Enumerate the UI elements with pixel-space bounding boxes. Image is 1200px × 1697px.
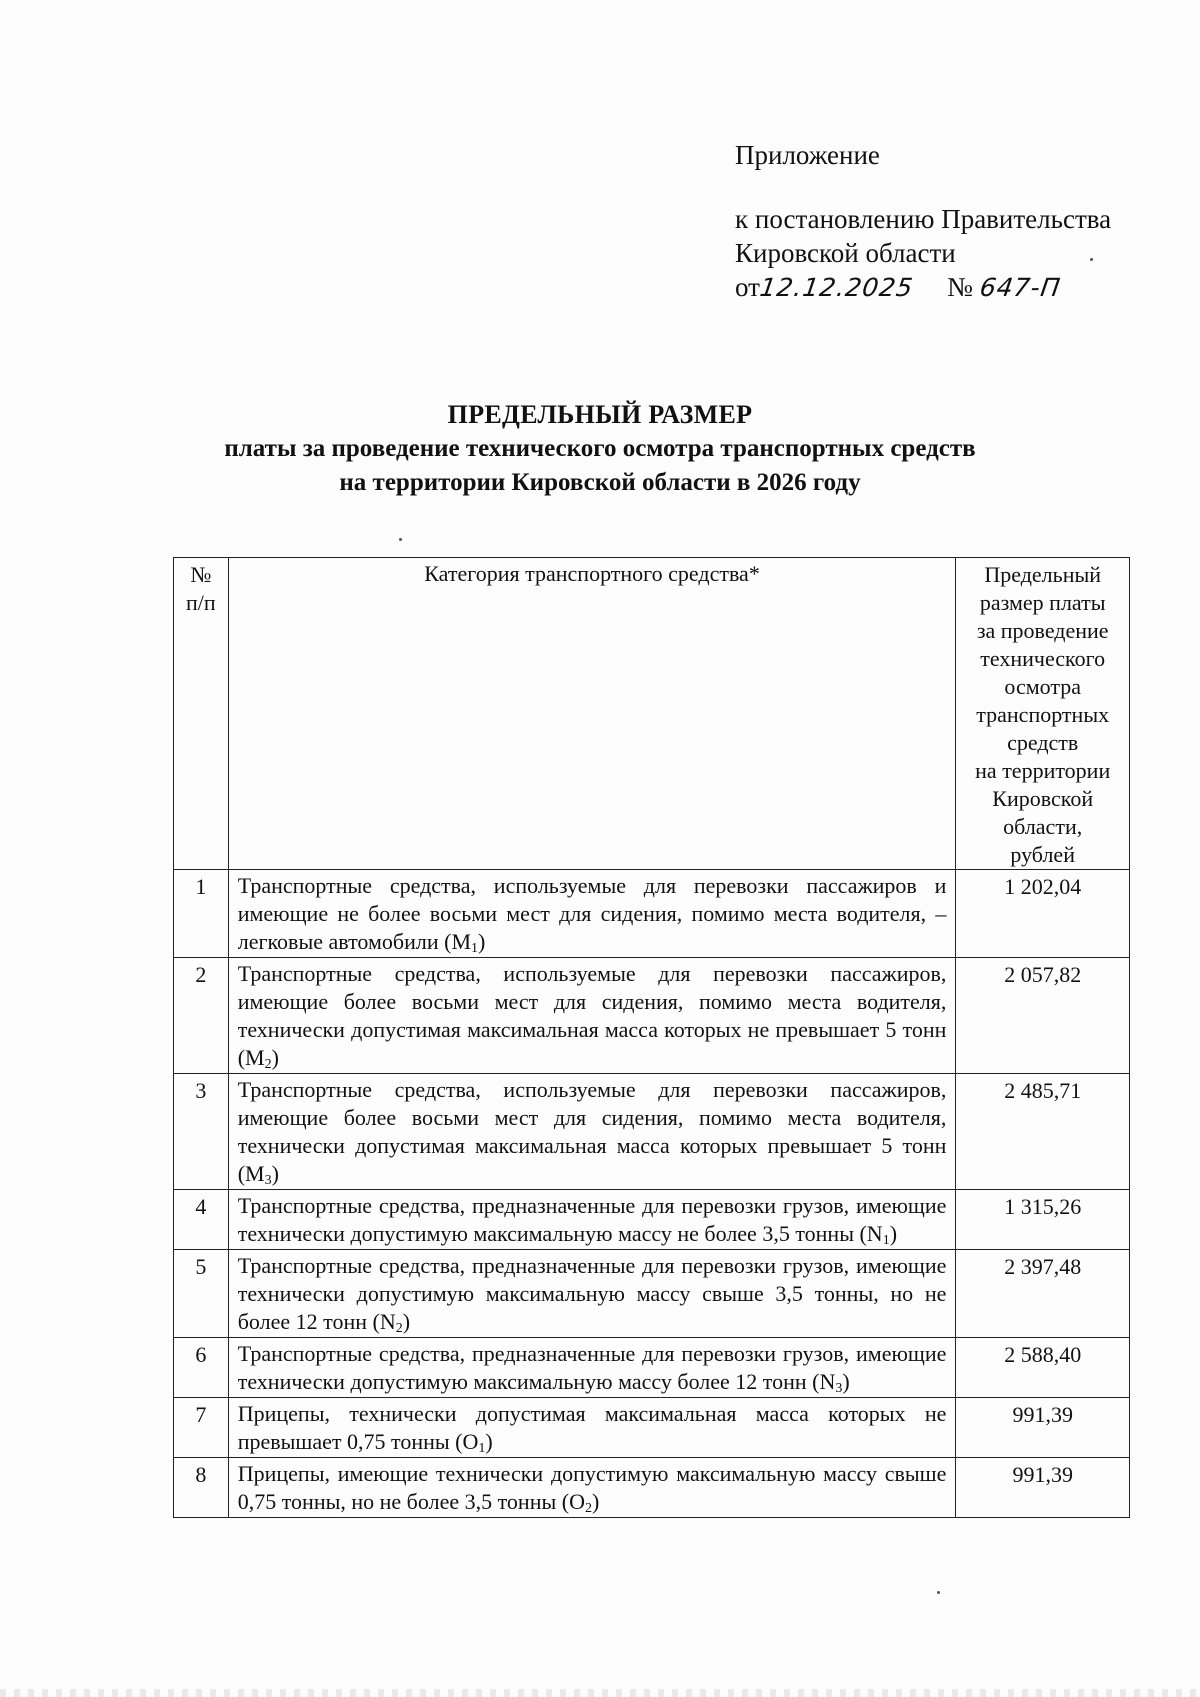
table-row	[174, 1458, 1130, 1518]
row-category	[228, 870, 956, 958]
category-tail: )	[271, 1045, 279, 1070]
category-text: Прицепы, технически допустимая максимальная масса которых не превышает 0,75 тонны (O	[237, 1401, 947, 1454]
category-tail: )	[842, 1369, 850, 1394]
row-number: 6	[174, 1338, 229, 1398]
header-fee-line: технического	[980, 646, 1106, 671]
header-category: Категория транспортного средства*	[228, 558, 956, 870]
category-tail: )	[485, 1429, 493, 1454]
category-tail: )	[889, 1221, 898, 1246]
category-text: Транспортные средства, предназначенные для перевозки грузов, имеющие технически допустимую максимальную массу свыше 3,5 тонны, но не более 12 тонн (N	[237, 1253, 947, 1334]
header-number	[174, 558, 229, 870]
row-fee: 1 315,26	[956, 1190, 1130, 1250]
row-number: 5	[174, 1250, 229, 1338]
header-fee-line: рублей	[1010, 842, 1075, 867]
appendix-line-2: Кировской области	[735, 238, 956, 268]
row-fee: 2 057,82	[956, 958, 1130, 1074]
header-fee-line: Предельный	[984, 562, 1102, 587]
appendix-date-line	[735, 270, 1111, 305]
row-fee: 2 485,71	[956, 1074, 1130, 1190]
scan-edge-artifact	[0, 1689, 1200, 1697]
category-subscript: 1	[882, 1233, 890, 1248]
category-text: Транспортные средства, предназначенные для перевозки грузов, имеющие технически допустимую максимальную массу не более 3,5 тонны (N	[237, 1193, 947, 1246]
table-row	[174, 1338, 1130, 1398]
table-row	[174, 958, 1130, 1074]
category-tail: )	[271, 1161, 279, 1186]
header-fee-line: области,	[1003, 814, 1083, 839]
heading-title: ПРЕДЕЛЬНЫЙ РАЗМЕР	[447, 400, 753, 429]
handwritten-date: 12.12.2025	[757, 273, 916, 302]
header-fee-line: средств	[1007, 730, 1079, 755]
number-label: №	[947, 272, 973, 302]
header-fee-line: за проведение	[976, 618, 1109, 643]
row-number: 1	[174, 870, 229, 958]
header-fee-line: транспортных	[976, 702, 1110, 727]
category-text: Транспортные средства, предназначенные для перевозки грузов, имеющие технически допустимую максимальную массу более 12 тонн (N	[237, 1341, 947, 1394]
row-number: 8	[174, 1458, 229, 1518]
table-row	[174, 1190, 1130, 1250]
document-heading	[0, 398, 1200, 500]
scan-speck	[399, 538, 402, 541]
category-tail: )	[402, 1309, 411, 1334]
header-number-line-1: №	[190, 562, 212, 587]
row-fee: 991,39	[956, 1398, 1130, 1458]
row-category	[228, 1398, 956, 1458]
appendix-line-1: к постановлению Правительства	[735, 204, 1112, 234]
heading-subtitle-1: платы за проведение технического осмотра транспортных средств	[224, 435, 976, 462]
header-fee-line: осмотра	[1004, 674, 1081, 699]
row-category	[228, 958, 956, 1074]
category-subscript: 2	[264, 1057, 272, 1072]
table-header-row	[174, 558, 1130, 870]
row-number: 4	[174, 1190, 229, 1250]
row-category	[228, 1074, 956, 1190]
scan-speck	[1090, 258, 1093, 261]
category-subscript: 2	[395, 1321, 403, 1336]
row-category	[228, 1250, 956, 1338]
row-category	[228, 1190, 956, 1250]
header-fee-line: размер платы	[979, 590, 1106, 615]
header-fee	[956, 558, 1130, 870]
header-fee-line: на территории	[975, 758, 1111, 783]
category-text: Транспортные средства, используемые для перевозки пассажиров и имеющие не более восьми мест для сидения, помимо места водителя, – легковые автомобили (M	[237, 873, 947, 954]
appendix-gap	[735, 172, 1111, 202]
table-row	[174, 1074, 1130, 1190]
row-number: 7	[174, 1398, 229, 1458]
row-category	[228, 1458, 956, 1518]
category-subscript: 1	[471, 941, 479, 956]
row-category	[228, 1338, 956, 1398]
appendix-title: Приложение	[735, 140, 880, 170]
category-tail: )	[478, 929, 486, 954]
category-text: Прицепы, имеющие технически допустимую максимальную массу свыше 0,75 тонны, но не более 3,5 тонны (O	[237, 1461, 947, 1514]
row-number: 2	[174, 958, 229, 1074]
category-subscript: 3	[835, 1381, 843, 1396]
table-row	[174, 870, 1130, 958]
category-text: Транспортные средства, используемые для перевозки пассажиров, имеющие более восьми мест для сидения, помимо места водителя, технически допустимая максимальная масса которых не превышает 5 тонн (M	[237, 961, 947, 1070]
table-row	[174, 1398, 1130, 1458]
tariff-table	[173, 557, 1130, 1518]
row-fee: 2 397,48	[956, 1250, 1130, 1338]
category-subscript: 3	[264, 1173, 272, 1188]
appendix-block	[735, 138, 1111, 305]
header-fee-line: Кировской	[992, 786, 1094, 811]
category-subscript: 2	[584, 1501, 592, 1516]
row-fee: 2 588,40	[956, 1338, 1130, 1398]
scan-speck	[937, 1591, 940, 1594]
table-row	[174, 1250, 1130, 1338]
date-prefix: от	[735, 272, 760, 302]
heading-subtitle-2: на территории Кировской области в 2026 году	[339, 469, 861, 496]
row-fee: 1 202,04	[956, 870, 1130, 958]
category-subscript: 1	[478, 1441, 486, 1456]
category-text: Транспортные средства, используемые для перевозки пассажиров, имеющие более восьми мест для сидения, помимо места водителя, технически допустимая максимальная масса которых превышает 5 тонн (M	[237, 1077, 947, 1186]
row-fee: 991,39	[956, 1458, 1130, 1518]
header-number-line-2: п/п	[186, 590, 216, 615]
handwritten-number: 647-П	[977, 273, 1063, 302]
category-tail: )	[591, 1489, 600, 1514]
row-number: 3	[174, 1074, 229, 1190]
